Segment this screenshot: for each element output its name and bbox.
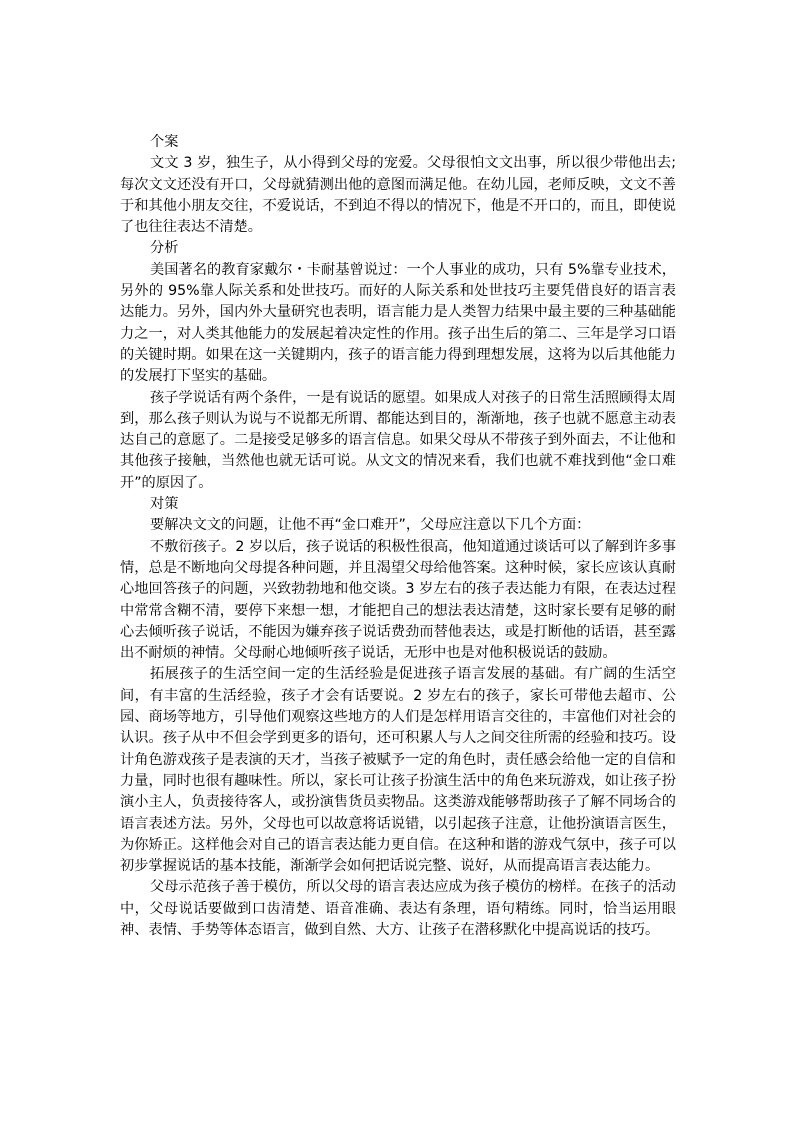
case-paragraph: 文文 3 岁，独生子，从小得到父母的宠爱。父母很怕文文出事，所以很少带他出去;每次文文还没有开口，父母就猜测出他的意图而满足他。在幼儿园，老师反映，文文不善于和其他小朋友交往，不爱说话，不到迫不得以的情况下，他是不开口的，而且，即使说了也往往表达不清楚。 — [120, 155, 676, 236]
document-body — [120, 132, 676, 941]
analysis-paragraph: 美国著名的教育家戴尔・卡耐基曾说过：一个人事业的成功，只有 5%靠专业技术，另外的 95%靠人际关系和处世技巧。而好的人际关系和处世技巧主要凭借良好的语言表达能力。另外，国内外大量研究也表明，语言能力是人类智力结果中最主要的三种基础能力之一，对人类其他能力的发展起着决定性的作用。孩子出生后的第二、三年是学习口语的关键时期。如果在这一关键期内，孩子的语言能力得到理想发展，这将为以后其他能力的发展打下坚实的基础。 — [120, 261, 676, 385]
countermeasures-paragraph: 父母示范孩子善于模仿，所以父母的语言表达应成为孩子模仿的榜样。在孩子的活动中，父母说话要做到口齿清楚、语音准确、表达有条理，语句精练。同时，恰当运用眼神、表情、手势等体态语言，做到自然、大方、让孩子在潜移默化中提高说话的技巧。 — [120, 879, 676, 938]
section-heading-case: 个案 — [150, 134, 179, 150]
countermeasures-paragraph: 要解决文文的问题，让他不再“金口难开”，父母应注意以下几个方面： — [150, 517, 591, 534]
analysis-paragraph: 孩子学说话有两个条件，一是有说话的愿望。如果成人对孩子的日常生活照顾得太周到，那么孩子则认为说与不说都无所谓、都能达到目的，渐渐地，孩子也就不愿意主动表达自己的意愿了。二是接受足够多的语言信息。如果父母从不带孩子到外面去，不让他和其他孩子接触，当然他也就无话可说。从文文的情况来看，我们也就不难找到他“金口难开”的原因了。 — [120, 389, 676, 491]
countermeasures-paragraph: 拓展孩子的生活空间一定的生活经验是促进孩子语言发展的基础。有广阔的生活空间，有丰富的生活经验，孩子才会有话要说。2 岁左右的孩子，家长可带他去超市、公园、商场等地方，引导他们观察这些地方的人们是怎样用语言交往的，丰富他们对社会的认识。孩子从中不但会学到更多的语句，还可积累人与人之间交往所需的经验和技巧。设计角色游戏孩子是表演的天才，当孩子被赋予一定的角色时，责任感会给他一定的自信和力量，同时也很有趣味性。所以，家长可让孩子扮演生活中的角色来玩游戏，如让孩子扮演小主人，负责接待客人，或扮演售货员卖物品。这类游戏能够帮助孩子了解不同场合的语言表述方法。另外，父母也可以故意将话说错，以引起孩子注意，让他扮演语言医生，为你矫正。这样他会对自己的语言表达能力更自信。在这种和谐的游戏气氛中，孩子可以初步掌握说话的基本技能，渐渐学会如何把话说完整、说好，从而提高语言表达能力。 — [120, 666, 676, 875]
section-heading-analysis: 分析 — [150, 240, 179, 257]
countermeasures-paragraph: 不敷衍孩子。2 岁以后，孩子说话的积极性很高，他知道通过谈话可以了解到许多事情，总是不断地向父母提各种问题，并且渴望父母给他答案。这种时候，家长应该认真耐心地回答孩子的问题，兴致勃勃地和他交谈。3 岁左右的孩子表达能力有限，在表达过程中常常含糊不清，要停下来想一想，才能把自己的想法表达清楚，这时家长要有足够的耐心去倾听孩子说话，不能因为嫌弃孩子说话费劲而替他表达，或是打断他的话语，甚至露出不耐烦的神情。父母耐心地倾听孩子说话，无形中也是对他积极说话的鼓励。 — [120, 538, 676, 662]
section-heading-countermeasures: 对策 — [150, 496, 179, 513]
